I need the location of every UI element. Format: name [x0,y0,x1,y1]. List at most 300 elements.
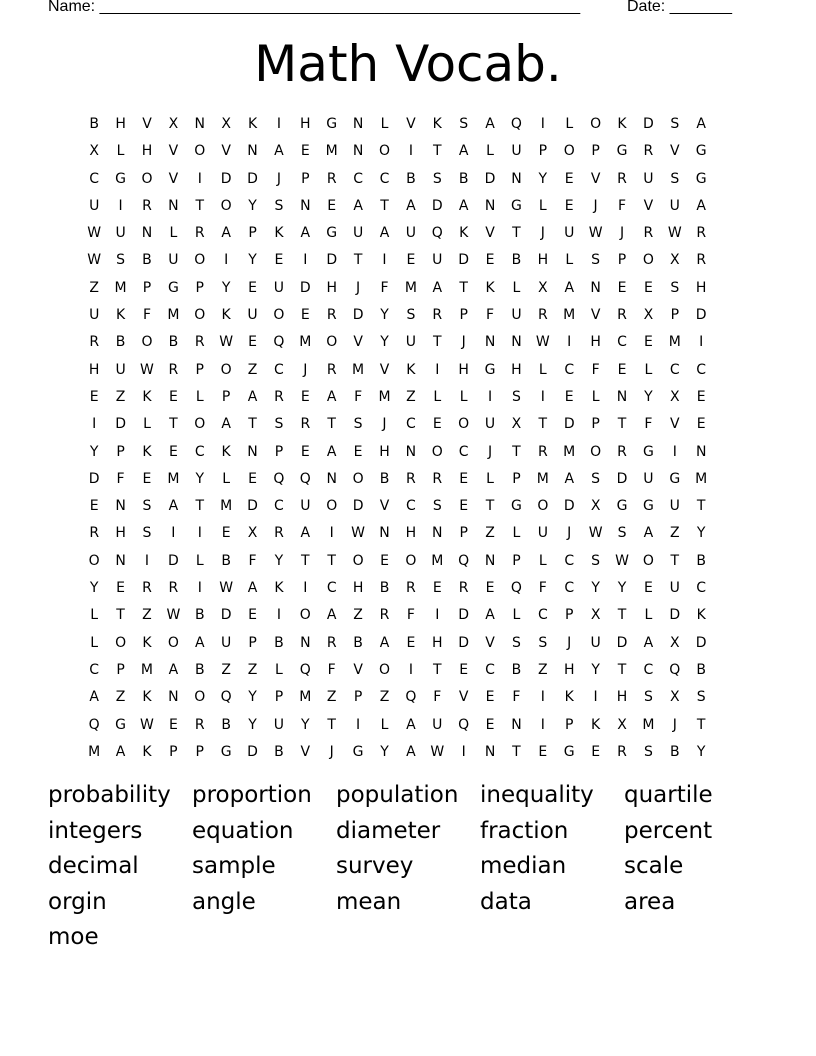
grid-row [81,195,741,222]
grid-letter: M [114,279,127,296]
grid-letter: D [458,607,470,624]
grid-letter: J [461,334,466,351]
grid-letter: Z [326,689,337,706]
grid-letter: P [565,607,574,624]
grid-letter: M [352,361,365,378]
grid-letter: A [221,225,231,242]
grid-letter: F [327,661,336,678]
grid-letter: R [168,361,179,378]
grid-letter: P [274,443,284,460]
grid-letter: U [115,361,126,378]
grid-letter: E [300,443,310,460]
grid-letter: O [405,552,417,569]
grid-letter: E [327,197,337,214]
grid-letter: V [406,116,416,132]
grid-letter: Y [248,716,257,733]
grid-letter: S [643,743,653,760]
grid-letter: O [141,170,153,187]
grid-letter: E [300,307,310,324]
grid-letter: Q [88,716,100,733]
grid-letter: I [197,525,202,542]
grid-letter: V [379,361,390,378]
vocab-word: percent [624,817,713,844]
grid-letter: E [564,170,574,187]
grid-letter: K [432,116,442,132]
grid-letter: V [221,143,231,160]
grid-row [81,522,741,549]
grid-letter: A [115,743,126,760]
grid-letter: P [459,307,468,324]
grid-letter: L [195,552,204,569]
grid-letter: N [405,443,417,460]
grid-letter: D [220,170,232,187]
grid-letter: E [221,525,231,542]
grid-letter: T [696,716,706,733]
grid-letter: R [89,334,100,351]
grid-letter: G [115,716,127,733]
grid-letter: O [537,498,549,515]
grid-letter: E [353,443,363,460]
grid-row [81,113,741,140]
grid-letter: O [141,334,153,351]
grid-letter: G [326,225,338,242]
grid-letter: D [247,743,258,760]
grid-letter: Q [405,689,417,706]
grid-letter: Z [379,689,390,706]
grid-letter: K [274,225,284,242]
grid-letter: L [143,416,151,433]
letter-grid [81,113,741,768]
grid-row [81,604,741,631]
grid-letter: R [300,416,311,433]
grid-letter: Q [299,661,311,678]
grid-letter: N [300,197,311,214]
grid-letter: L [512,279,521,296]
vocab-word: population [336,782,459,808]
grid-letter: O [590,116,602,132]
grid-letter: N [300,634,311,651]
grid-letter: O [220,361,232,378]
grid-letter: N [194,116,205,132]
grid-letter: Z [538,661,548,678]
grid-letter: N [484,334,496,351]
grid-letter: M [299,334,312,351]
grid-letter: R [326,361,337,378]
grid-letter: L [275,661,283,678]
grid-letter: U [537,525,548,542]
grid-letter: C [274,498,284,515]
grid-letter: J [356,279,361,296]
grid-letter: H [326,279,337,296]
grid-letter: C [564,580,575,597]
grid-letter: C [405,416,416,433]
grid-letter: J [567,525,572,542]
grid-letter: W [219,334,234,351]
grid-letter: L [380,116,389,132]
grid-letter: T [459,279,468,296]
grid-letter: Y [89,443,99,460]
grid-letter: Y [195,470,205,487]
vocab-word: diameter [336,817,441,844]
vocab-word: decimal [48,853,139,880]
grid-letter: S [512,634,521,651]
grid-letter: M [563,443,576,460]
grid-letter: X [617,716,627,733]
grid-letter: W [351,525,366,542]
grid-letter: I [567,334,572,351]
grid-letter: Y [591,580,600,597]
grid-letter: O [194,416,206,433]
grid-letter: U [590,634,601,651]
grid-letter: U [669,498,680,515]
grid-letter: U [168,252,179,269]
grid-letter: Y [696,743,706,760]
grid-letter: L [90,634,99,651]
grid-letter: I [92,416,97,433]
word-row [48,922,768,958]
grid-letter: Y [380,307,389,324]
grid-letter: O [642,552,654,569]
grid-letter: F [591,361,600,378]
grid-letter: Y [274,552,284,569]
grid-letter: Z [221,661,231,678]
grid-letter: L [538,197,547,214]
grid-letter: J [567,634,572,651]
grid-letter: B [353,634,363,651]
grid-letter: A [353,197,363,214]
grid-letter: W [588,225,603,242]
grid-letter: R [617,307,627,324]
grid-letter: E [274,252,284,269]
grid-letter: R [194,225,205,242]
grid-letter: E [248,470,257,487]
grid-letter: E [168,388,178,405]
grid-letter: M [404,279,417,296]
grid-letter: R [142,580,152,597]
grid-letter: C [89,661,100,678]
grid-letter: E [89,388,99,405]
grid-letter: H [88,361,100,378]
vocab-word: quartile [624,782,713,808]
grid-letter: E [485,716,495,733]
grid-letter: O [642,252,654,269]
grid-letter: W [219,580,234,597]
grid-letter: L [538,361,547,378]
grid-letter: N [484,743,496,760]
grid-row [81,495,741,522]
grid-letter: R [458,580,469,597]
grid-letter: Q [458,552,470,569]
grid-letter: C [617,334,627,351]
grid-letter: A [247,580,258,597]
grid-letter: Z [353,607,363,624]
grid-letter: K [142,634,152,651]
grid-letter: E [459,470,469,487]
grid-letter: S [670,170,680,187]
grid-letter: U [89,197,100,214]
grid-letter: G [115,170,127,187]
grid-letter: X [669,388,680,405]
grid-letter: D [352,498,364,515]
grid-letter: N [352,116,364,132]
grid-letter: U [300,498,311,515]
grid-letter: T [169,416,178,433]
grid-letter: V [590,307,601,324]
grid-letter: P [248,225,257,242]
grid-letter: K [406,361,416,378]
grid-letter: K [142,388,152,405]
grid-letter: H [511,361,522,378]
grid-letter: S [696,689,706,706]
grid-letter: E [617,279,627,296]
grid-letter: I [329,525,334,542]
grid-row [81,413,741,440]
grid-letter: E [538,743,548,760]
grid-letter: I [487,388,493,405]
grid-letter: B [221,552,231,569]
grid-letter: N [616,388,628,405]
name-line: Name: ______________________________________________________ [48,0,581,15]
grid-letter: R [406,470,416,487]
grid-letter: R [168,580,179,597]
grid-letter: X [590,607,601,624]
grid-letter: O [352,552,364,569]
grid-letter: I [276,116,281,132]
grid-letter: P [116,443,125,460]
grid-letter: T [301,552,310,569]
grid-letter: D [616,634,628,651]
grid-letter: X [511,416,522,433]
grid-letter: Z [115,689,126,706]
grid-letter: T [485,498,495,515]
grid-letter: Y [538,170,548,187]
grid-letter: E [432,580,442,597]
grid-letter: Z [406,388,416,405]
grid-letter: M [88,743,101,760]
grid-letter: O [326,498,338,515]
grid-letter: D [115,416,126,433]
grid-letter: Z [89,279,99,296]
grid-letter: A [643,525,654,542]
grid-letter: I [408,661,413,678]
grid-letter: A [696,197,706,214]
grid-letter: Q [510,116,522,132]
grid-letter: P [538,143,548,160]
grid-letter: V [485,634,495,651]
grid-letter: X [247,525,258,542]
grid-row [81,550,741,577]
vocab-word: equation [192,817,294,844]
grid-letter: O [167,634,179,651]
word-row [48,780,768,816]
grid-row [81,359,741,386]
page-title: Math Vocab. [254,35,562,93]
grid-letter: N [352,143,364,160]
grid-letter: I [171,525,176,542]
vocab-word: inequality [480,782,594,808]
grid-letter: E [485,689,495,706]
grid-row [81,304,741,331]
grid-letter: M [431,552,444,569]
grid-letter: I [699,334,704,351]
grid-letter: Q [669,661,681,678]
grid-letter: T [248,416,257,433]
grid-letter: K [142,743,152,760]
grid-letter: M [668,334,681,351]
grid-letter: L [195,388,204,405]
grid-letter: Q [220,689,232,706]
grid-letter: T [327,716,336,733]
grid-letter: K [247,116,258,132]
grid-letter: B [142,252,152,269]
grid-letter: E [617,361,627,378]
grid-letter: V [168,143,179,160]
grid-letter: H [458,361,469,378]
grid-letter: M [536,470,549,487]
grid-row [81,277,741,304]
grid-letter: R [89,525,100,542]
grid-letter: Y [248,197,257,214]
grid-letter: C [643,661,654,678]
grid-letter: J [540,225,545,242]
grid-letter: E [432,416,442,433]
grid-letter: W [535,334,550,351]
grid-letter: K [142,689,152,706]
grid-letter: I [303,580,308,597]
grid-letter: G [326,116,338,132]
grid-letter: O [590,443,602,460]
vocab-word: scale [624,853,684,880]
grid-letter: A [379,225,390,242]
grid-letter: K [591,716,601,733]
grid-letter: N [379,525,390,542]
grid-row [81,331,741,358]
grid-letter: R [274,525,284,542]
grid-letter: N [511,170,522,187]
grid-letter: N [590,279,601,296]
grid-letter: M [167,470,180,487]
grid-letter: R [194,334,205,351]
grid-letter: T [512,225,521,242]
grid-letter: R [326,307,337,324]
grid-letter: I [382,252,387,269]
grid-letter: M [563,307,576,324]
grid-letter: P [195,743,204,760]
grid-letter: C [458,443,469,460]
grid-letter: I [303,252,308,269]
grid-letter: S [274,197,284,214]
grid-letter: A [168,661,179,678]
grid-letter: B [669,743,680,760]
grid-letter: E [696,388,706,405]
grid-letter: Y [696,525,706,542]
grid-letter: X [89,143,99,160]
grid-letter: G [616,143,628,160]
grid-letter: L [459,388,468,405]
grid-letter: T [432,143,442,160]
grid-letter: X [590,498,601,515]
grid-letter: E [168,716,178,733]
grid-letter: N [432,525,443,542]
grid-letter: S [643,689,653,706]
grid-letter: O [352,470,364,487]
grid-letter: X [669,252,680,269]
grid-letter: Q [273,334,285,351]
grid-row [81,468,741,495]
grid-letter: D [299,279,311,296]
grid-letter: P [195,279,204,296]
grid-letter: V [142,116,152,132]
grid-letter: P [169,743,178,760]
grid-letter: K [221,443,231,460]
grid-letter: C [405,498,416,515]
grid-letter: J [382,416,387,433]
grid-letter: I [461,743,466,760]
grid-letter: M [378,388,391,405]
grid-letter: C [326,580,337,597]
grid-letter: A [564,279,575,296]
grid-letter: F [142,307,151,324]
grid-letter: Y [248,252,257,269]
grid-letter: L [169,225,178,242]
grid-letter: L [486,470,494,487]
grid-letter: N [511,334,522,351]
grid-letter: V [485,225,495,242]
grid-letter: E [485,252,495,269]
grid-letter: R [537,443,548,460]
grid-row [81,659,741,686]
grid-letter: U [273,716,285,733]
grid-letter: A [168,498,179,515]
grid-letter: N [247,443,258,460]
grid-letter: V [670,143,680,160]
grid-letter: H [432,634,443,651]
grid-letter: B [274,634,284,651]
grid-letter: C [353,170,363,187]
grid-letter: P [301,170,310,187]
grid-letter: C [485,661,495,678]
grid-letter: U [484,416,496,433]
grid-letter: B [379,580,390,597]
grid-letter: C [696,580,707,597]
grid-letter: R [326,170,337,187]
grid-letter: E [406,634,416,651]
grid-letter: T [538,416,548,433]
grid-letter: P [617,252,627,269]
grid-letter: L [591,388,600,405]
grid-row [81,686,741,713]
grid-letter: E [643,279,653,296]
grid-letter: D [458,634,470,651]
grid-letter: F [116,470,125,487]
grid-letter: A [643,634,654,651]
grid-letter: W [87,225,102,242]
vocab-word: angle [192,888,256,915]
grid-letter: T [696,498,706,515]
grid-letter: U [247,307,258,324]
grid-letter: E [643,580,653,597]
grid-letter: A [300,225,311,242]
grid-letter: M [299,689,312,706]
grid-letter: S [274,416,284,433]
grid-letter: T [380,197,389,214]
grid-letter: U [221,634,232,651]
grid-letter: F [512,689,521,706]
grid-letter: V [300,743,311,760]
grid-letter: I [540,116,545,132]
grid-letter: I [672,443,677,460]
grid-letter: V [353,334,363,351]
